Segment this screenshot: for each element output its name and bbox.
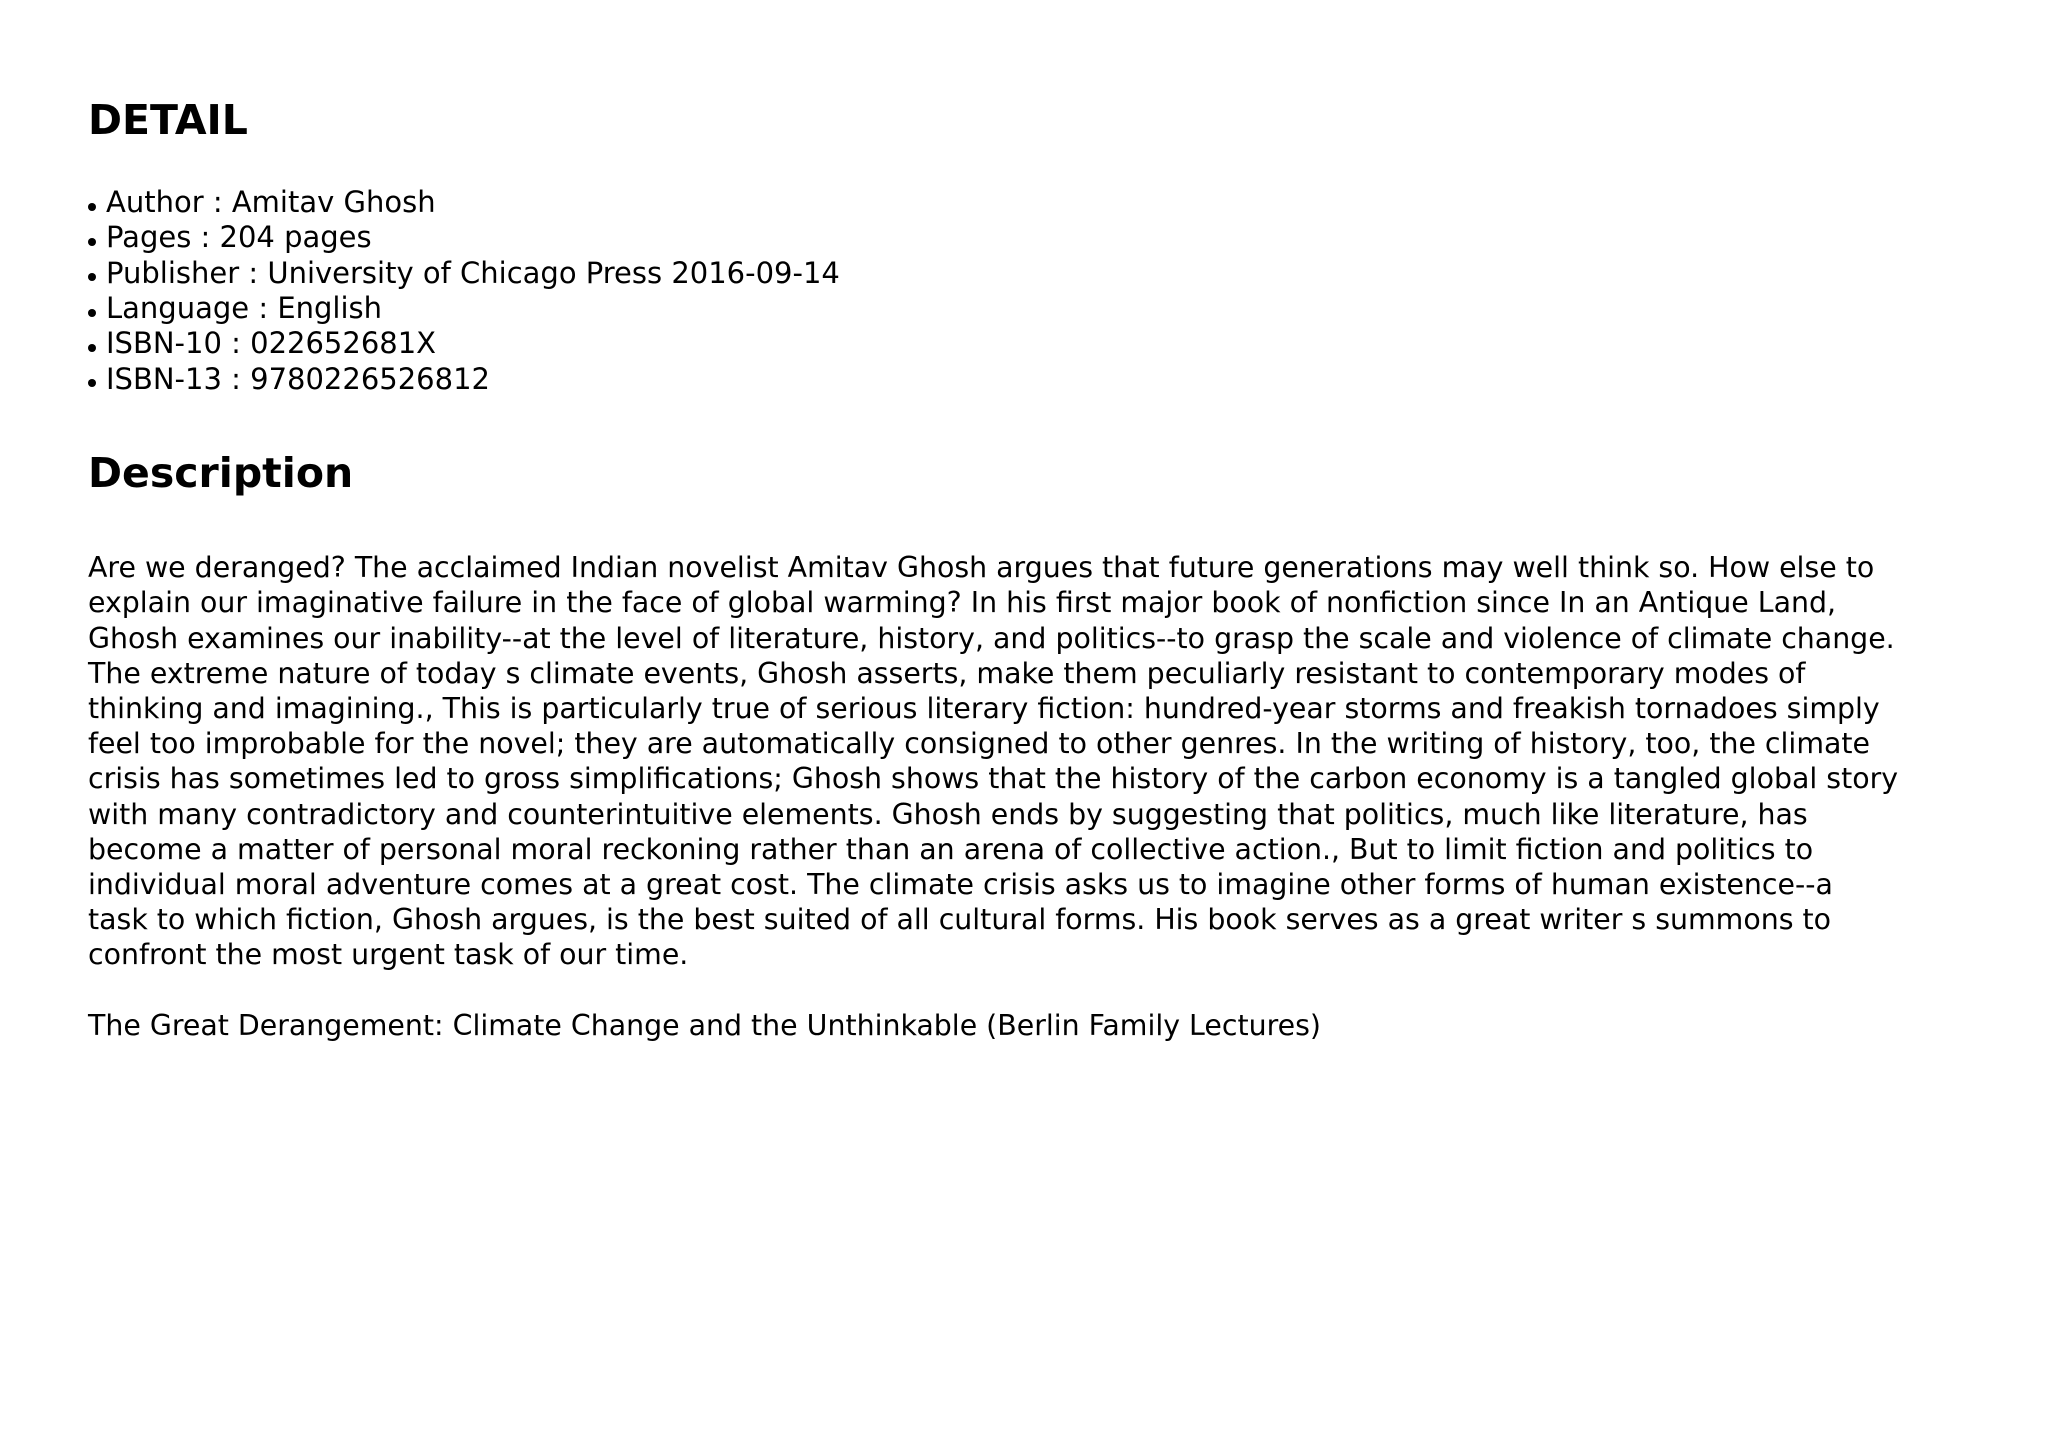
description-line: task to which fiction, Ghosh argues, is the best suited of all cultural forms. His book serves as a great writer s summons to	[88, 903, 1832, 937]
bullet-icon	[88, 203, 96, 211]
bullet-icon	[88, 238, 96, 246]
detail-item-language	[88, 291, 2008, 326]
description-line: The extreme nature of today s climate events, Ghosh asserts, make them peculiarly resistant to contemporary modes of	[88, 656, 1806, 690]
detail-item-text: ISBN-10 : 022652681X	[106, 326, 437, 361]
detail-list	[88, 185, 2008, 397]
description-line: with many contradictory and counterintuitive elements. Ghosh ends by suggesting that politics, much like literature, has	[88, 797, 1808, 831]
detail-heading: DETAIL	[88, 96, 248, 144]
detail-item-pages	[88, 220, 2008, 255]
detail-item-text: Author : Amitav Ghosh	[106, 185, 436, 220]
book-title: The Great Derangement: Climate Change and the Unthinkable (Berlin Family Lectures)	[88, 1008, 1321, 1042]
detail-item-isbn13	[88, 362, 2008, 397]
detail-item-text: ISBN-13 : 9780226526812	[106, 361, 490, 396]
description-line: Are we deranged? The acclaimed Indian novelist Amitav Ghosh argues that future generations may well think so. How else to	[88, 551, 1875, 585]
document-page	[88, 96, 2008, 1043]
bullet-icon	[88, 273, 96, 281]
bullet-icon	[88, 379, 96, 387]
detail-item-text: Publisher : University of Chicago Press 2016-09-14	[106, 255, 840, 290]
description-line: crisis has sometimes led to gross simplifications; Ghosh shows that the history of the carbon economy is a tangled global story	[88, 762, 1899, 796]
description-line: thinking and imagining., This is particularly true of serious literary fiction: hundred-year storms and freakish tornadoes simply	[88, 691, 1880, 725]
detail-item-publisher	[88, 256, 2008, 291]
bullet-icon	[88, 344, 96, 352]
description-paragraph	[88, 550, 2008, 972]
description-line: become a matter of personal moral reckoning rather than an arena of collective action., But to limit fiction and politics to	[88, 832, 1814, 866]
detail-item-text: Pages : 204 pages	[106, 220, 372, 255]
description-line: Ghosh examines our inability--at the level of literature, history, and politics--to grasp the scale and violence of climate change.	[88, 621, 1895, 655]
description-line: explain our imaginative failure in the face of global warming? In his first major book of nonfiction since In an Antique Land,	[88, 586, 1837, 620]
description-line: confront the most urgent task of our time.	[88, 938, 689, 972]
description-line: feel too improbable for the novel; they are automatically consigned to other genres. In the writing of history, too, the climate	[88, 727, 1870, 761]
description-heading: Description	[88, 448, 354, 497]
detail-item-isbn10	[88, 326, 2008, 361]
description-line: individual moral adventure comes at a great cost. The climate crisis asks us to imagine other forms of human existence--a	[88, 867, 1833, 901]
bullet-icon	[88, 309, 96, 317]
detail-item-author	[88, 185, 2008, 220]
detail-item-text: Language : English	[106, 291, 383, 326]
